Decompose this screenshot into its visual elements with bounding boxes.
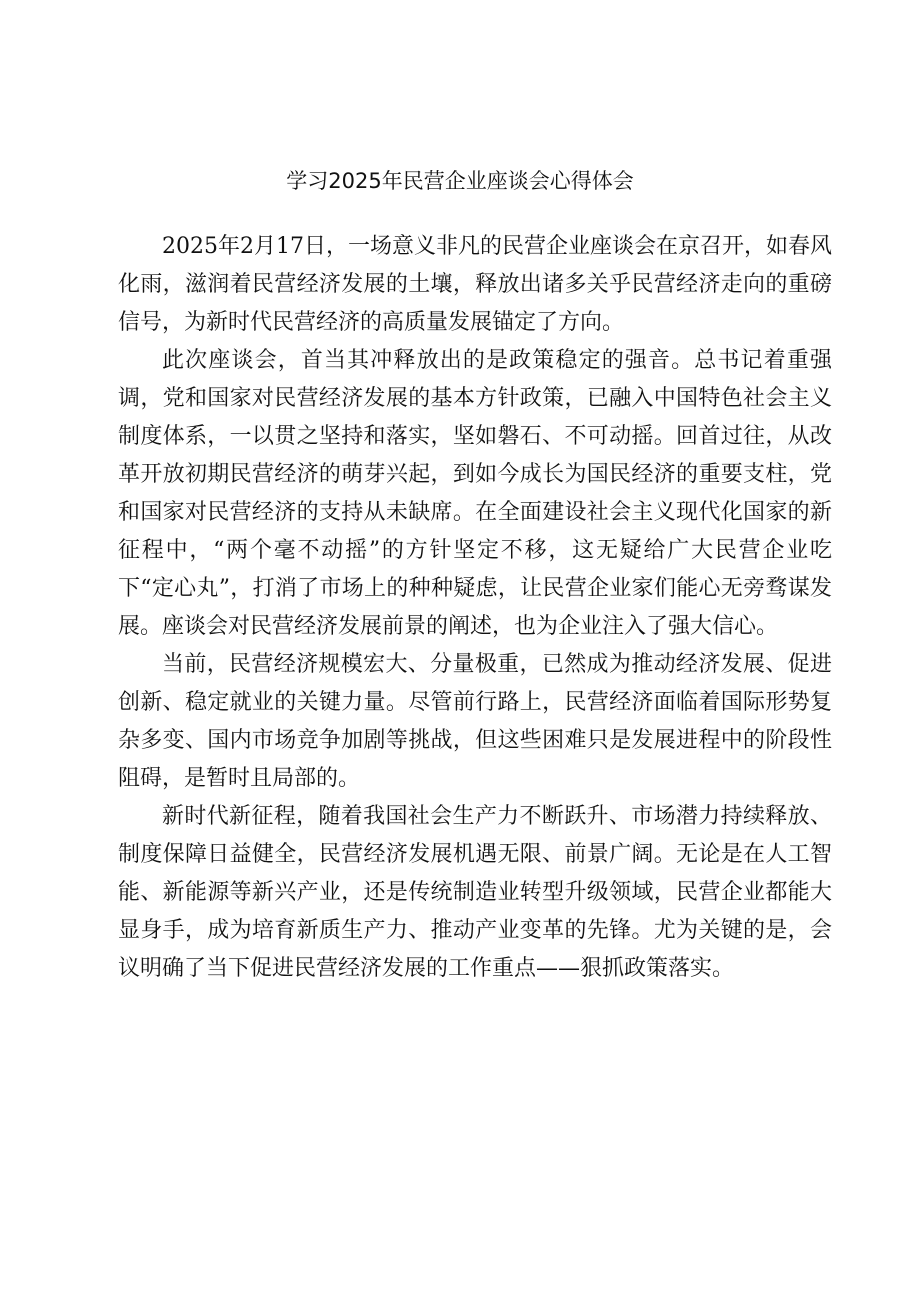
paragraph-4: 新时代新征程，随着我国社会生产力不断跃升、市场潜力持续释放、制度保障日益健全，民营经济发展机遇无限、前景广阔。无论是在人工智能、新能源等新兴产业，还是传统制造业转型升级领域，民营企业都能大显身手，成为培育新质生产力、推动产业变革的先锋。尤为关键的是，会议明确了当下促进民营经济发展的工作重点——狠抓政策落实。 [118,804,832,981]
document-body [118,228,832,988]
document-title: 学习2025年民营企业座谈会心得体会 [286,169,634,193]
paragraph-3: 当前，民营经济规模宏大、分量极重，已然成为推动经济发展、促进创新、稳定就业的关键力量。尽管前行路上，民营经济面临着国际形势复杂多变、国内市场竞争加剧等挑战，但这些困难只是发展进程中的阶段性阻碍，是暂时且局部的。 [118,652,832,791]
paragraph-1: 2025年2月17日，一场意义非凡的民营企业座谈会在京召开，如春风化雨，滋润着民营经济发展的土壤，释放出诸多关乎民营经济走向的重磅信号，为新时代民营经济的高质量发展锚定了方向。 [118,234,832,335]
paragraph-2: 此次座谈会，首当其冲释放出的是政策稳定的强音。总书记着重强调，党和国家对民营经济发展的基本方针政策，已融入中国特色社会主义制度体系，一以贯之坚持和落实，坚如磐石、不可动摇。回首过往，从改革开放初期民营经济的萌芽兴起，到如今成长为国民经济的重要支柱，党和国家对民营经济的支持从未缺席。在全面建设社会主义现代化国家的新征程中，“两个毫不动摇”的方针坚定不移，这无疑给广大民营企业吃下“定心丸”，打消了市场上的种种疑虑，让民营企业家们能心无旁骛谋发展。座谈会对民营经济发展前景的阐述，也为企业注入了强大信心。 [118,348,832,639]
